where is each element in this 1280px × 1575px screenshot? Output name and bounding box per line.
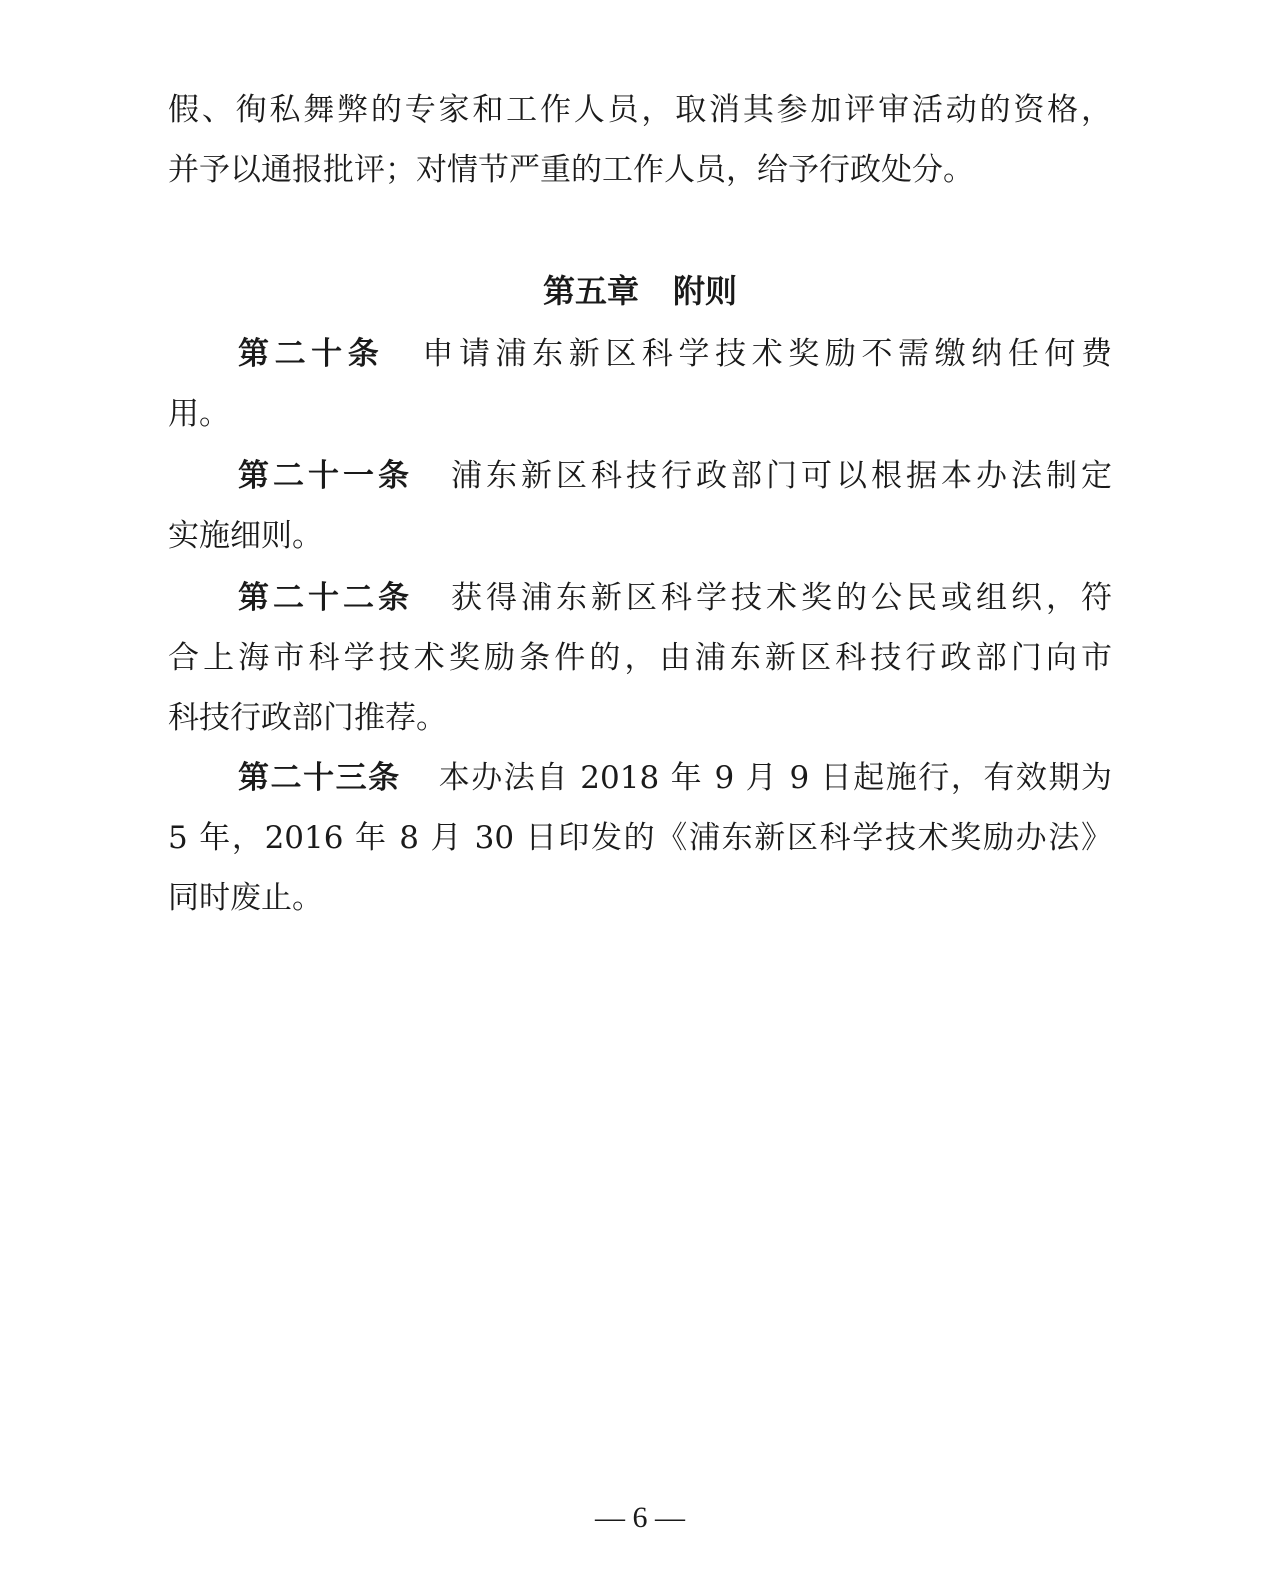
- article-20-line-2: 用。: [168, 396, 230, 432]
- article-number: 第二十三条: [238, 760, 401, 796]
- article-number: 第二十二条: [238, 580, 413, 616]
- intro-line-1: 假、徇私舞弊的专家和工作人员，取消其参加评审活动的资格，: [168, 92, 1112, 128]
- article-20-line-1: [238, 334, 1112, 374]
- article-22-line-1: [238, 578, 1112, 618]
- chapter-title: 附则: [673, 272, 738, 310]
- intro-line-2: 并予以通报批评；对情节严重的工作人员，给予行政处分。: [168, 152, 974, 188]
- article-21-line-2: 实施细则。: [168, 518, 323, 554]
- article-21-line-1: [238, 456, 1112, 496]
- article-23-line-1: [238, 758, 1112, 798]
- article-text: 获得浦东新区科学技术奖的公民或组织，符: [451, 580, 1112, 616]
- article-number: 第二十条: [238, 336, 385, 372]
- article-22-line-3: 科技行政部门推荐。: [168, 700, 447, 736]
- page-number: — 6 —: [595, 1501, 685, 1534]
- chapter-number: 第五章: [542, 272, 639, 310]
- article-23-line-2: 5 年，2016 年 8 月 30 日印发的《浦东新区科学技术奖励办法》: [168, 820, 1112, 856]
- chapter-heading: [0, 270, 1280, 312]
- article-text: 本办法自 2018 年 9 月 9 日起施行，有效期为: [438, 760, 1113, 796]
- article-23-line-3: 同时废止。: [168, 880, 323, 916]
- article-text: 申请浦东新区科学技术奖励不需缴纳任何费: [422, 336, 1113, 372]
- article-text: 浦东新区科技行政部门可以根据本办法制定: [451, 458, 1112, 494]
- article-22-line-2: 合上海市科学技术奖励条件的，由浦东新区科技行政部门向市: [168, 640, 1112, 676]
- article-number: 第二十一条: [238, 458, 413, 494]
